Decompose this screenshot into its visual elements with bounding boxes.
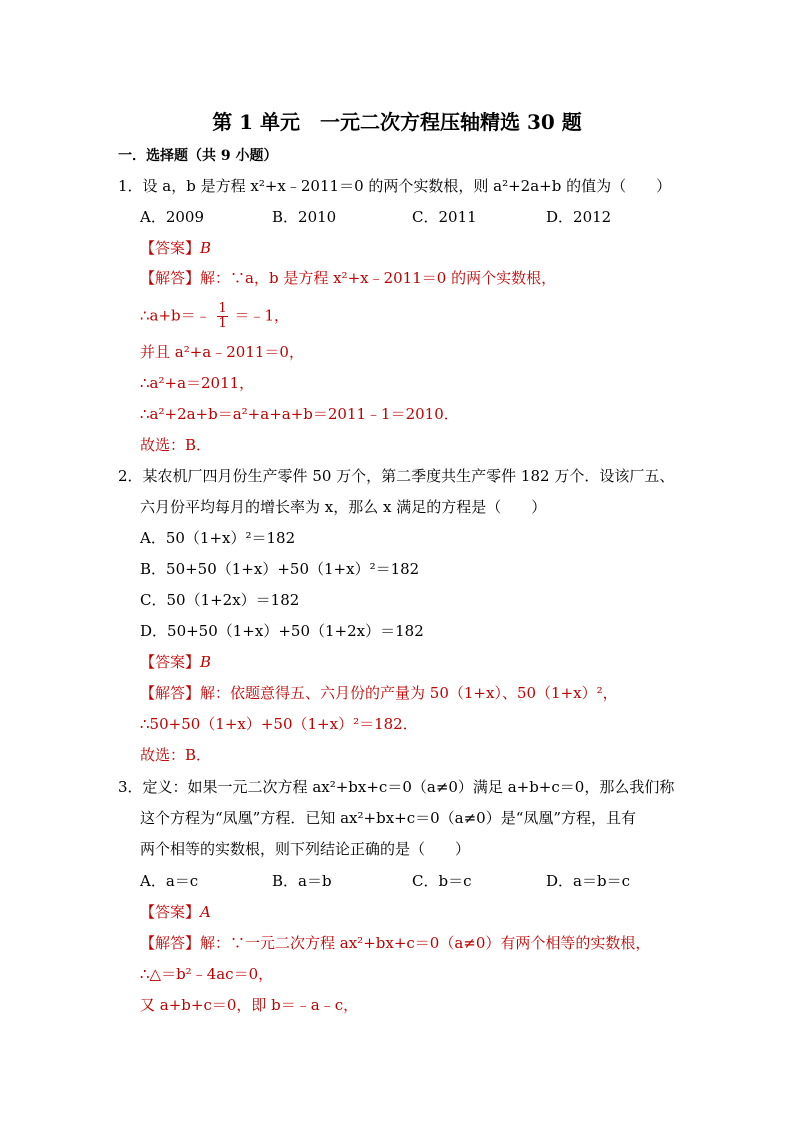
solution-1-line-3: 并且 a²+a﹣2011＝0， (140, 343, 304, 361)
answer-2 (140, 652, 211, 672)
option-c: C．2011 (412, 208, 477, 226)
analysis-tag: 【解答】 (140, 684, 201, 702)
solution-3-line-3: 又 a+b+c＝0，即 b＝﹣a﹣c， (140, 996, 359, 1014)
question-1-stem: 1．设 a，b 是方程 x²+x﹣2011＝0 的两个实数根，则 a²+2a+b 的值为（ ） (118, 177, 672, 195)
solution-text: ＝﹣1， (234, 306, 290, 325)
question-3-stem-line-1: 3．定义：如果一元二次方程 ax²+bx+c＝0（a≠0）满足 a+b+c＝0，那么我们称 (118, 778, 675, 796)
option-b: B．a＝b (272, 872, 332, 890)
answer-value: B (200, 653, 212, 671)
answer-tag: 【答案】 (140, 239, 201, 257)
solution-2-line-3: 故选：B． (140, 746, 212, 764)
option-a: A．2009 (140, 208, 205, 226)
fraction (217, 302, 227, 331)
solution-1-line-1 (140, 268, 556, 288)
page-title: 第 1 单元 一元二次方程压轴精选 30 题 (212, 110, 582, 134)
solution-1-line-6: 故选：B． (140, 436, 212, 454)
solution-1-line-4: ∴a²+a＝2011， (140, 374, 255, 392)
option-c: C．50（1+2x）＝182 (140, 591, 300, 609)
solution-2-line-2: ∴50+50（1+x）+50（1+x）²＝182． (140, 715, 418, 733)
answer-tag: 【答案】 (140, 903, 201, 921)
analysis-tag: 【解答】 (140, 934, 201, 952)
option-a: A．50（1+x）²＝182 (140, 529, 296, 547)
answer-1 (140, 238, 211, 258)
option-b: B．2010 (272, 208, 337, 226)
solution-2-line-1 (140, 683, 618, 703)
solution-text: ∴a+b＝﹣ (140, 306, 211, 325)
solution-text: 解：∵一元二次方程 ax²+bx+c＝0（a≠0）有两个相等的实数根， (200, 934, 651, 952)
solution-1-line-2 (140, 302, 289, 331)
answer-value: B (200, 239, 212, 257)
option-d: D．2012 (546, 208, 612, 226)
solution-1-line-5: ∴a²+2a+b＝a²+a+a+b＝2011﹣1＝2010． (140, 405, 459, 423)
option-b: B．50+50（1+x）+50（1+x）²＝182 (140, 560, 420, 578)
section-heading: 一．选择题（共 9 小题） (118, 148, 278, 164)
answer-tag: 【答案】 (140, 653, 201, 671)
answer-value: A (200, 903, 211, 921)
question-2-stem-line-2: 六月份平均每月的增长率为 x，那么 x 满足的方程是（ ） (140, 498, 547, 516)
option-c: C．b＝c (412, 872, 472, 890)
question-2-stem-line-1: 2．某农机厂四月份生产零件 50 万个，第二季度共生产零件 182 万个．设该厂五、 (118, 467, 675, 485)
fraction-numerator: 1 (218, 301, 227, 316)
answer-3 (140, 902, 211, 922)
option-d: D．a＝b＝c (546, 872, 630, 890)
option-d: D．50+50（1+x）+50（1+2x）＝182 (140, 622, 424, 640)
solution-3-line-1 (140, 933, 650, 953)
question-3-stem-line-3: 两个相等的实数根，则下列结论正确的是（ ） (140, 840, 471, 858)
solution-3-line-2: ∴△＝b²﹣4ac＝0， (140, 965, 274, 983)
analysis-tag: 【解答】 (140, 269, 201, 287)
solution-text: 解：∵a，b 是方程 x²+x﹣2011＝0 的两个实数根， (200, 269, 557, 287)
solution-text: 解：依题意得五、六月份的产量为 50（1+x）、50（1+x）²， (200, 684, 618, 702)
fraction-denominator: 1 (218, 316, 227, 331)
option-a: A．a＝c (140, 872, 199, 890)
question-3-stem-line-2: 这个方程为“凤凰”方程．已知 ax²+bx+c＝0（a≠0）是“凤凰”方程，且有 (140, 809, 637, 827)
